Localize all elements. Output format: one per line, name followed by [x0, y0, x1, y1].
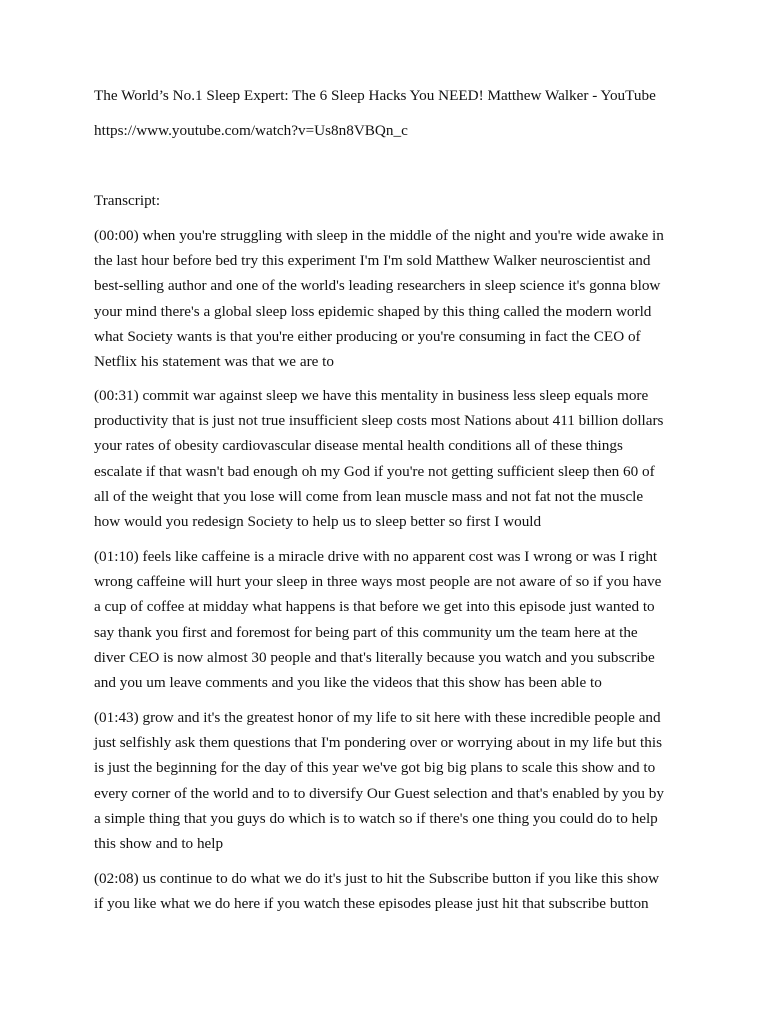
transcript-line: best-selling author and one of the world's leading researchers in sleep science it's gonna blow [94, 277, 661, 295]
transcript-line: (00:00) when you're struggling with sleep in the middle of the night and you're wide awake in [94, 227, 664, 244]
transcript-line: the last hour before bed try this experiment I'm I'm sold Matthew Walker neuroscientist and [94, 252, 651, 270]
transcript-line: escalate if that wasn't bad enough oh my God if you're not getting sufficient sleep then 60 of [94, 462, 655, 480]
video-url: https://www.youtube.com/watch?v=Us8n8VBQn_c [94, 122, 408, 139]
transcript-line: a cup of coffee at midday what happens is that before we get into this episode just wanted to [94, 598, 655, 616]
transcript-line: how would you redesign Society to help us to sleep better so first I would [94, 512, 542, 530]
transcript-heading: Transcript: [94, 192, 161, 209]
transcript-segment-0208 [94, 869, 694, 919]
transcript-line: is just the beginning for the day of this year we've got big big plans to scale this show and to [94, 759, 656, 777]
transcript-segment-0110 [94, 547, 694, 698]
transcript-line: what Society wants is that you're either producing or you're consuming in fact the CEO of [94, 327, 641, 345]
transcript-line: and you um leave comments and you like the videos that this show has been able to [94, 673, 602, 691]
transcript-line: (01:43) grow and it's the greatest honor of my life to sit here with these incredible people and [94, 709, 661, 726]
document-title: The World’s No.1 Sleep Expert: The 6 Sleep Hacks You NEED! Matthew Walker - YouTube [94, 87, 656, 104]
transcript-segment-0143 [94, 708, 694, 859]
transcript-line: just selfishly ask them questions that I'm pondering over or worrying about in my life but this [94, 734, 662, 752]
transcript-line: (01:10) feels like caffeine is a miracle drive with no apparent cost was I wrong or was I right [94, 548, 658, 565]
transcript-segment-0000 [94, 226, 694, 377]
transcript-line: this show and to help [94, 834, 224, 852]
transcript-line: all of the weight that you lose will come from lean muscle mass and not fat not the muscle [94, 487, 644, 505]
transcript-line: wrong caffeine will hurt your sleep in three ways most people are not aware of so if you have [94, 573, 662, 591]
transcript-line: Netflix his statement was that we are to [94, 352, 334, 370]
transcript-line: productivity that is just not true insufficient sleep costs most Nations about 411 billion dollars [94, 412, 664, 430]
transcript-line: a simple thing that you guys do which is to watch so if there's one thing you could do to help [94, 809, 658, 827]
transcript-line: (02:08) us continue to do what we do it's just to hit the Subscribe button if you like this show [94, 870, 660, 887]
transcript-line: every corner of the world and to to diversify Our Guest selection and that's enabled by you by [94, 784, 664, 802]
transcript-line: say thank you first and foremost for being part of this community um the team here at the [94, 623, 638, 641]
transcript-line: diver CEO is now almost 30 people and that's literally because you watch and you subscribe [94, 648, 655, 666]
transcript-segment-0031 [94, 386, 694, 537]
transcript-line: your rates of obesity cardiovascular disease mental health conditions all of these things [94, 437, 623, 455]
transcript-line: (00:31) commit war against sleep we have this mentality in business less sleep equals more [94, 387, 649, 404]
transcript-line: your mind there's a global sleep loss epidemic shaped by this thing called the modern world [94, 302, 652, 320]
transcript-line: if you like what we do here if you watch these episodes please just hit that subscribe button [94, 895, 649, 913]
